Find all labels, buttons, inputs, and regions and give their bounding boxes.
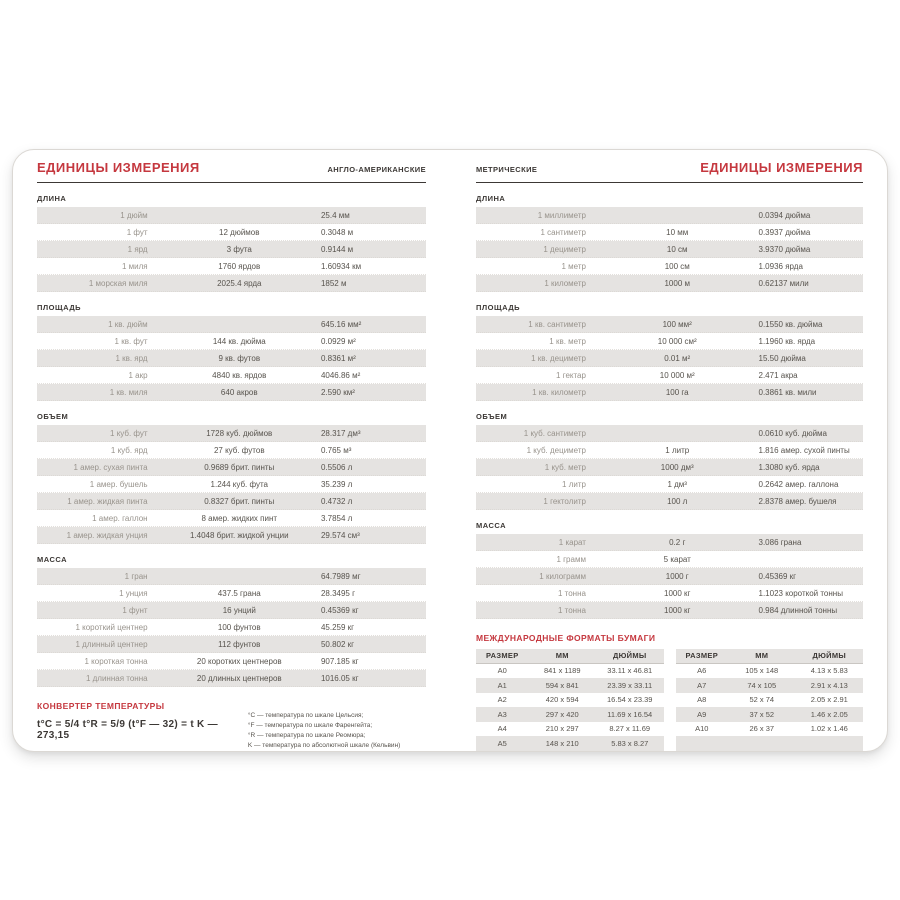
- paper-table-row: [476, 722, 664, 737]
- table-row: [37, 384, 426, 401]
- unit-value: 1852 м: [320, 278, 347, 288]
- paper-mm: 52 x 74: [749, 695, 775, 705]
- paper-table-row: [476, 736, 664, 751]
- unit-value: 0.45369 кг: [758, 571, 797, 581]
- unit-value: 907.185 кг: [320, 656, 359, 666]
- section-label: ПЛОЩАДЬ: [37, 303, 82, 312]
- unit-equivalent: 20 коротких центнеров: [196, 656, 282, 666]
- unit-name: 1 амер. галлон: [92, 513, 148, 523]
- unit-name: 1 куб. дециметр: [526, 445, 586, 455]
- temperature-note: K — температура по абсолютной шкале (Кельвин): [247, 742, 401, 750]
- table-row: [476, 350, 863, 367]
- paper-mm: 148 x 210: [545, 738, 579, 748]
- unit-name: 1 фут: [126, 227, 148, 237]
- unit-name: 1 акр: [128, 370, 148, 380]
- table-row: [37, 653, 426, 670]
- unit-value: 25.4 мм: [320, 210, 350, 220]
- table-row: [37, 275, 426, 292]
- unit-equivalent: 1000 м: [664, 278, 690, 288]
- unit-name: 1 амер. бушель: [89, 479, 148, 489]
- paper-column-header: РАЗМЕР: [485, 651, 519, 661]
- unit-equivalent: 1000 кг: [664, 588, 691, 598]
- units-table-volume: [37, 425, 426, 544]
- section-area: [476, 303, 863, 401]
- table-row: [476, 585, 863, 602]
- table-row: [476, 207, 863, 224]
- table-row: [37, 316, 426, 333]
- table-row: [37, 425, 426, 442]
- section-label: ДЛИНА: [476, 194, 506, 203]
- temperature-formula: t°C = 5/4 t°R = 5/9 (t°F — 32) = t K — 273,15: [37, 719, 218, 741]
- paper-table-header: [476, 649, 664, 664]
- unit-value: 1.60934 км: [320, 261, 362, 271]
- unit-equivalent: 10 000 м²: [659, 370, 695, 380]
- paper-mm: 841 x 1189: [543, 666, 581, 676]
- unit-value: 0.1550 кв. дюйма: [758, 319, 823, 329]
- unit-value: 0.984 длинной тонны: [758, 605, 838, 615]
- unit-name: 1 миллиметр: [537, 210, 586, 220]
- paper-column-header: ДЮЙМЫ: [612, 651, 647, 661]
- unit-name: 1 унция: [119, 588, 148, 598]
- unit-name: 1 длинный центнер: [75, 639, 148, 649]
- table-row: [37, 207, 426, 224]
- unit-name: 1 куб. метр: [544, 462, 586, 472]
- section-label: ОБЪЕМ: [37, 412, 69, 421]
- units-table-mass: [37, 568, 426, 687]
- paper-inches: 5.83 x 8.27: [611, 738, 649, 748]
- paper-inches: 16.54 x 23.39: [607, 695, 653, 705]
- unit-name: 1 короткий центнер: [75, 622, 148, 632]
- unit-value: 15.50 дюйма: [758, 353, 806, 363]
- paper-table-row: [676, 664, 864, 679]
- unit-equivalent: 112 фунтов: [218, 639, 261, 649]
- table-row: [37, 459, 426, 476]
- unit-equivalent: 5 карат: [663, 554, 691, 564]
- unit-name: 1 грамм: [556, 554, 586, 564]
- paper-inches: 4.13 x 5.83: [810, 666, 848, 676]
- table-row: [476, 568, 863, 585]
- unit-value: 0.3861 кв. мили: [758, 387, 817, 397]
- unit-name: 1 килограмм: [539, 571, 586, 581]
- table-row: [476, 442, 863, 459]
- unit-name: 1 морская миля: [88, 278, 148, 288]
- unit-name: 1 фунт: [122, 605, 148, 615]
- paper-size: A4: [497, 724, 507, 734]
- unit-value: 0.45369 кг: [320, 605, 359, 615]
- unit-value: 3.7854 л: [320, 513, 353, 523]
- unit-value: 1.1960 кв. ярда: [758, 336, 816, 346]
- unit-equivalent: 0.8327 брит. пинты: [204, 496, 275, 506]
- table-row: [37, 619, 426, 636]
- temperature-note: °R — температура по шкале Реомюра;: [247, 732, 366, 740]
- unit-name: 1 кв. метр: [549, 336, 586, 346]
- unit-equivalent: 100 фунтов: [217, 622, 261, 632]
- section-length: [37, 194, 426, 292]
- unit-name: 1 метр: [561, 261, 586, 271]
- units-table-area: [37, 316, 426, 401]
- table-row: [476, 224, 863, 241]
- unit-value: 0.4732 л: [320, 496, 353, 506]
- unit-value: 0.0929 м²: [320, 336, 356, 346]
- table-row: [37, 241, 426, 258]
- unit-value: 1.1023 короткой тонны: [758, 588, 843, 598]
- unit-equivalent: 144 кв. дюйма: [212, 336, 266, 346]
- temperature-note: °C — температура по шкале Цельсия;: [247, 712, 364, 719]
- unit-value: 645.16 мм²: [320, 319, 362, 329]
- unit-equivalent: 1 дм³: [667, 479, 687, 489]
- unit-equivalent: 100 л: [667, 496, 688, 506]
- table-row: [37, 367, 426, 384]
- paper-inches: 11.69 x 16.54: [607, 709, 653, 719]
- paper-formats-tables: [476, 649, 863, 751]
- paper-mm: 74 x 105: [747, 680, 777, 690]
- unit-value: 28.3495 г: [320, 588, 356, 598]
- unit-name: 1 литр: [562, 479, 586, 489]
- temperature-left: [37, 701, 248, 751]
- unit-name: 1 миля: [121, 261, 148, 271]
- table-row: [37, 224, 426, 241]
- paper-size: A5: [497, 738, 507, 748]
- unit-name: 1 куб. фут: [110, 428, 148, 438]
- unit-equivalent: 0.9689 брит. пинты: [204, 462, 275, 472]
- unit-value: 0.3937 дюйма: [758, 227, 811, 237]
- section-length: [476, 194, 863, 292]
- paper-formats-label: МЕЖДУНАРОДНЫЕ ФОРМАТЫ БУМАГИ: [476, 633, 656, 643]
- unit-value: 29.574 см³: [320, 530, 360, 540]
- units-table-mass: [476, 534, 863, 619]
- paper-table-a0-a5: [476, 649, 664, 751]
- paper-mm: 26 x 37: [749, 724, 775, 734]
- diary-spread: [12, 149, 888, 752]
- unit-name: 1 тонна: [557, 605, 586, 615]
- unit-equivalent: 0.2 г: [669, 537, 686, 547]
- unit-value: 2.590 км²: [320, 387, 355, 397]
- unit-value: 35.239 л: [320, 479, 353, 489]
- table-row: [476, 367, 863, 384]
- unit-equivalent: 0.01 м²: [664, 353, 691, 363]
- unit-equivalent: 1760 ярдов: [218, 261, 261, 271]
- paper-column-header: ДЮЙМЫ: [812, 651, 847, 661]
- unit-equivalent: 100 мм²: [662, 319, 692, 329]
- unit-name: 1 тонна: [557, 588, 586, 598]
- table-row: [37, 258, 426, 275]
- table-row: [37, 350, 426, 367]
- table-row: [37, 333, 426, 350]
- table-row: [476, 534, 863, 551]
- unit-value: 0.0394 дюйма: [758, 210, 811, 220]
- unit-equivalent: 3 фута: [226, 244, 252, 254]
- unit-name: 1 кв. миля: [109, 387, 148, 397]
- unit-value: 45.259 кг: [320, 622, 355, 632]
- unit-name: 1 карат: [558, 537, 586, 547]
- unit-value: 1.816 амер. сухой пинты: [758, 445, 850, 455]
- unit-value: 28.317 дм³: [320, 428, 361, 438]
- paper-mm: 420 x 594: [545, 695, 579, 705]
- section-label: МАССА: [476, 521, 507, 530]
- unit-value: 64.7989 мг: [320, 571, 361, 581]
- unit-equivalent: 1000 кг: [664, 605, 691, 615]
- unit-name: 1 гран: [124, 571, 148, 581]
- table-row: [476, 333, 863, 350]
- paper-inches: 23.39 x 33.11: [607, 680, 653, 690]
- table-row: [37, 510, 426, 527]
- unit-value: 0.765 м³: [320, 445, 352, 455]
- unit-value: 0.9144 м: [320, 244, 354, 254]
- page-header: [37, 160, 426, 183]
- unit-equivalent: 1 литр: [665, 445, 690, 455]
- unit-name: 1 длинная тонна: [85, 673, 148, 683]
- unit-name: 1 ярд: [127, 244, 148, 254]
- paper-table-row: [676, 693, 864, 708]
- unit-value: 0.5506 л: [320, 462, 353, 472]
- unit-equivalent: 1.244 куб. фута: [210, 479, 268, 489]
- table-row: [37, 442, 426, 459]
- unit-name: 1 кв. фут: [114, 336, 148, 346]
- table-row: [37, 602, 426, 619]
- unit-equivalent: 9 кв. футов: [218, 353, 261, 363]
- paper-inches: 33.11 x 46.81: [607, 666, 653, 676]
- table-row: [476, 316, 863, 333]
- paper-size: A7: [697, 680, 707, 690]
- paper-size: A2: [497, 695, 507, 705]
- unit-value: 0.8361 м²: [320, 353, 356, 363]
- page-title: ЕДИНИЦЫ ИЗМЕРЕНИЯ: [37, 160, 200, 175]
- unit-name: 1 гектар: [556, 370, 586, 380]
- paper-size: A6: [697, 666, 707, 676]
- table-row: [37, 636, 426, 653]
- unit-equivalent: 10 см: [666, 244, 688, 254]
- table-row: [476, 258, 863, 275]
- paper-inches: 2.05 x 2.91: [810, 695, 848, 705]
- paper-mm: 297 x 420: [545, 709, 579, 719]
- section-volume: [476, 412, 863, 510]
- section-area: [37, 303, 426, 401]
- unit-equivalent: 8 амер. жидких пинт: [201, 513, 278, 523]
- unit-equivalent: 100 см: [664, 261, 690, 271]
- unit-name: 1 километр: [544, 278, 586, 288]
- unit-equivalent: 4840 кв. ярдов: [212, 370, 267, 380]
- section-label: ДЛИНА: [37, 194, 67, 203]
- paper-table-a6-a10: [676, 649, 864, 751]
- unit-name: 1 амер. сухая пинта: [73, 462, 148, 472]
- unit-value: 1016.05 кг: [320, 673, 359, 683]
- unit-value: 0.3048 м: [320, 227, 354, 237]
- unit-value: 4046.86 м²: [320, 370, 361, 380]
- page-anglo-american: [13, 150, 450, 751]
- paper-inches: 8.27 x 11.69: [609, 724, 651, 734]
- unit-value: 2.8378 амер. бушеля: [758, 496, 837, 506]
- table-row: [476, 241, 863, 258]
- unit-equivalent: 10 000 см²: [657, 336, 697, 346]
- table-row: [476, 476, 863, 493]
- unit-name: 1 короткая тонна: [84, 656, 148, 666]
- paper-size: A10: [695, 724, 709, 734]
- unit-name: 1 кв. ярд: [115, 353, 148, 363]
- paper-table-row: [476, 693, 664, 708]
- unit-equivalent: 1.4048 брит. жидкой унции: [189, 530, 289, 540]
- unit-equivalent: 20 длинных центнеров: [196, 673, 282, 683]
- table-row: [476, 384, 863, 401]
- unit-equivalent: 100 га: [665, 387, 689, 397]
- table-row: [37, 670, 426, 687]
- unit-value: 1.0936 ярда: [758, 261, 803, 271]
- unit-name: 1 куб. ярд: [110, 445, 148, 455]
- table-row: [476, 459, 863, 476]
- unit-value: 3.086 грана: [758, 537, 802, 547]
- unit-equivalent: 1000 дм³: [660, 462, 694, 472]
- paper-table-row: [676, 707, 864, 722]
- paper-mm: 37 x 52: [749, 709, 775, 719]
- page-title: ЕДИНИЦЫ ИЗМЕРЕНИЯ: [700, 160, 863, 175]
- unit-value: 1.3080 куб. ярда: [758, 462, 820, 472]
- unit-name: 1 сантиметр: [540, 227, 586, 237]
- paper-column-header: ММ: [755, 651, 769, 661]
- paper-size: A8: [697, 695, 707, 705]
- paper-column-header: ММ: [555, 651, 569, 661]
- paper-table-row: [676, 736, 864, 751]
- units-table-length: [476, 207, 863, 292]
- unit-equivalent: 2025.4 ярда: [217, 278, 262, 288]
- unit-equivalent: 10 мм: [666, 227, 689, 237]
- paper-table-row: [676, 722, 864, 737]
- paper-mm: 210 x 297: [545, 724, 579, 734]
- unit-equivalent: 1728 куб. дюймов: [206, 428, 273, 438]
- units-table-volume: [476, 425, 863, 510]
- unit-name: 1 амер. жидкая унция: [66, 530, 148, 540]
- unit-value: 0.0610 куб. дюйма: [758, 428, 827, 438]
- paper-mm: 594 x 841: [545, 680, 579, 690]
- paper-table-row: [476, 678, 664, 693]
- table-row: [476, 602, 863, 619]
- paper-size: A9: [697, 709, 707, 719]
- units-table-length: [37, 207, 426, 292]
- table-row: [37, 493, 426, 510]
- unit-equivalent: 437.5 грана: [217, 588, 261, 598]
- table-row: [476, 551, 863, 568]
- section-label: МАССА: [37, 555, 68, 564]
- unit-value: 0.62137 мили: [758, 278, 809, 288]
- paper-inches: 1.02 x 1.46: [810, 724, 848, 734]
- table-row: [476, 425, 863, 442]
- unit-name: 1 амер. жидкая пинта: [67, 496, 148, 506]
- table-row: [37, 585, 426, 602]
- unit-name: 1 куб. сантиметр: [523, 428, 586, 438]
- temperature-label: КОНВЕРТЕР ТЕМПЕРАТУРЫ: [37, 701, 165, 711]
- page-metric: [450, 150, 887, 751]
- paper-column-header: РАЗМЕР: [685, 651, 718, 661]
- unit-value: 50.802 кг: [320, 639, 355, 649]
- section-mass: [476, 521, 863, 619]
- unit-name: 1 дюйм: [120, 210, 148, 220]
- paper-inches: 1.46 x 2.05: [810, 709, 848, 719]
- page-subtitle: МЕТРИЧЕСКИЕ: [476, 165, 538, 174]
- unit-name: 1 дециметр: [543, 244, 586, 254]
- paper-table-row: [476, 707, 664, 722]
- table-row: [37, 527, 426, 544]
- units-table-area: [476, 316, 863, 401]
- temperature-notes: [248, 701, 426, 751]
- unit-equivalent: 16 унций: [222, 605, 256, 615]
- table-row: [37, 476, 426, 493]
- temperature-note: °F — температура по шкале Фаренгейта;: [247, 722, 373, 730]
- paper-table-row: [476, 664, 664, 679]
- unit-value: 3.9370 дюйма: [758, 244, 811, 254]
- section-label: ПЛОЩАДЬ: [476, 303, 521, 312]
- unit-value: 2.471 акра: [758, 370, 798, 380]
- unit-equivalent: 1000 г: [665, 571, 689, 581]
- unit-value: 0.2642 амер. галлона: [758, 479, 839, 489]
- paper-mm: 105 x 148: [745, 666, 779, 676]
- unit-name: 1 гектолитр: [543, 496, 586, 506]
- section-volume: [37, 412, 426, 544]
- table-row: [476, 493, 863, 510]
- temperature-converter: [37, 701, 426, 751]
- unit-name: 1 кв. дюйм: [108, 319, 148, 329]
- paper-size: A3: [497, 709, 507, 719]
- section-label: ОБЪЕМ: [476, 412, 508, 421]
- section-mass: [37, 555, 426, 687]
- table-row: [37, 568, 426, 585]
- unit-equivalent: 12 дюймов: [219, 227, 260, 237]
- paper-inches: 2.91 x 4.13: [810, 680, 848, 690]
- unit-equivalent: 27 куб. футов: [213, 445, 265, 455]
- unit-name: 1 кв. километр: [532, 387, 586, 397]
- page-header: [476, 160, 863, 183]
- paper-table-header: [676, 649, 864, 664]
- paper-size: A1: [497, 680, 507, 690]
- unit-name: 1 кв. дециметр: [531, 353, 586, 363]
- unit-name: 1 кв. сантиметр: [528, 319, 586, 329]
- page-subtitle: АНГЛО-АМЕРИКАНСКИЕ: [327, 165, 426, 174]
- table-row: [476, 275, 863, 292]
- paper-table-row: [676, 678, 864, 693]
- paper-size: A0: [497, 666, 507, 676]
- unit-equivalent: 640 акров: [220, 387, 258, 397]
